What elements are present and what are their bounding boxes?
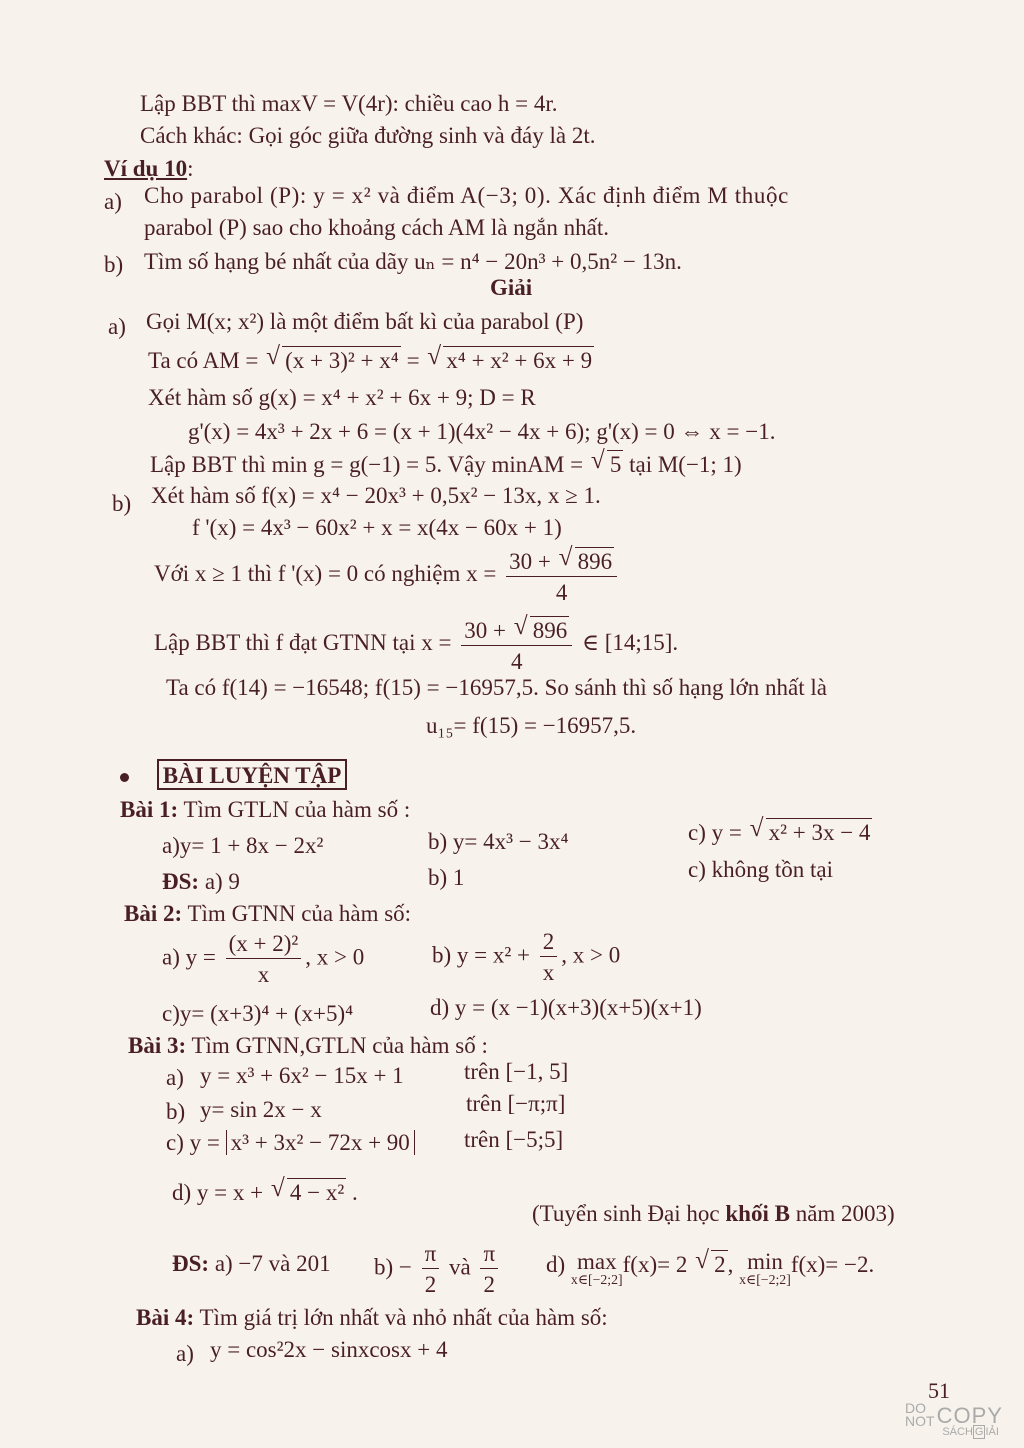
- math-line: d) y = x + √ 4 − x² .: [172, 1178, 358, 1204]
- math-line: b) − $\frac{\pi}{2}$ và $\frac{\pi}{2}$: [374, 1242, 502, 1296]
- text-line: Xét hàm số g(x) = x⁴ + x² + 6x + 9; D = R: [148, 385, 536, 410]
- sqrt-expression: √ x⁴ + x² + 6x + 9: [427, 346, 594, 372]
- practice-heading: BÀI LUYỆN TẬP: [120, 764, 347, 787]
- bullet-icon: [120, 773, 129, 782]
- exercise-title: Bài 1: Tìm GTLN của hàm số :: [120, 797, 411, 822]
- fraction: $\frac{30 + √ 896}{4}$: [506, 547, 617, 604]
- math-line: b) y = x² + $\frac{2}{x}$ , x > 0: [432, 929, 621, 985]
- text-line: c)y= (x+3)⁴ + (x+5)⁴: [162, 1001, 354, 1026]
- answer-line: ĐS: a) 9: [162, 869, 240, 894]
- math-line: Với x ≥ 1 thì f '(x) = 0 có nghiệm x = $\frac{30 + √ 896}{4}$: [154, 547, 621, 604]
- item-label: b): [166, 1099, 186, 1124]
- text-line: b) 1: [428, 865, 465, 890]
- page-number: 51: [928, 1378, 950, 1403]
- text-line: Tìm số hạng bé nhất của dãy uₙ = n⁴ − 20n³ + 0,5n² − 13n.: [144, 249, 682, 274]
- watermark-logo: DO NOT COPY SÁCH G IẢI: [905, 1400, 1003, 1439]
- text-line: trên [−1, 5]: [464, 1059, 569, 1084]
- math-line: d) max x∈[−2;2] f(x)= 2 √ 2, min x∈[−2;2] f(x)= −2.: [546, 1250, 874, 1287]
- sqrt-expression: √ (x + 3)² + x⁴: [266, 346, 401, 372]
- text-line: b) y= 4x³ − 3x⁴: [428, 829, 569, 854]
- text-line: Cho parabol (P): y = x² và điểm A(−3; 0). Xác định điểm M thuộc: [144, 183, 789, 208]
- text-line: Ta có f(14) = −16548; f(15) = −16957,5. So sánh thì số hạng lớn nhất là: [166, 675, 827, 700]
- exercise-title: Bài 4: Tìm giá trị lớn nhất và nhỏ nhất của hàm số:: [136, 1305, 608, 1330]
- fraction: $\frac{30 + √ 896}{4}$: [461, 616, 572, 673]
- math-line: Lập BBT thì min g = g(−1) = 5. Vậy minAM = √ 5 tại M(−1; 1): [150, 450, 742, 476]
- item-label: a): [166, 1065, 184, 1090]
- math-line: a) y = $\frac{\text{(x + 2)²}}{x}$ , x > 0: [162, 931, 365, 987]
- text-line: f '(x) = 4x³ − 60x² + x = x(4x − 60x + 1): [192, 515, 562, 540]
- text-line: Xét hàm số f(x) = x⁴ − 20x³ + 0,5x² − 13x, x ≥ 1.: [151, 483, 601, 508]
- example-heading: Ví dụ 10:: [104, 156, 194, 181]
- text-line: Cách khác: Gọi góc giữa đường sinh và đáy là 2t.: [140, 123, 596, 148]
- text-line: g'(x) = 4x³ + 2x + 6 = (x + 1)(4x² − 4x + 6); g'(x) = 0 ⇔ x = −1.: [188, 419, 776, 444]
- answer-line: ĐS: a) −7 và 201: [172, 1251, 331, 1276]
- math-line: c) y = √ x² + 3x − 4: [688, 818, 872, 844]
- text-line: c) không tồn tại: [688, 857, 833, 882]
- text-line: Gọi M(x; x²) là một điểm bất kì của parabol (P): [146, 309, 584, 334]
- text-line: u₁₅= f(15) = −16957,5.: [426, 713, 637, 738]
- math-line: Ta có AM = √ (x + 3)² + x⁴ = √ x⁴ + x² + 6x + 9: [148, 346, 594, 372]
- text-line: parabol (P) sao cho khoảng cách AM là ngắn nhất.: [144, 215, 609, 240]
- exercise-title: Bài 3: Tìm GTNN,GTLN của hàm số :: [128, 1033, 488, 1058]
- item-label: a): [104, 189, 122, 214]
- text-line: Lập BBT thì maxV = V(4r): chiều cao h = 4r.: [140, 91, 558, 116]
- text-line: d) y = (x −1)(x+3)(x+5)(x+1): [430, 995, 702, 1020]
- text-line: y= sin 2x − x: [200, 1097, 322, 1122]
- item-label: a): [176, 1341, 194, 1366]
- text-line: a)y= 1 + 8x − 2x²: [162, 833, 324, 858]
- item-label: b): [112, 491, 132, 516]
- text-line: y = x³ + 6x² − 15x + 1: [200, 1063, 404, 1088]
- text-line: trên [−π;π]: [466, 1091, 566, 1116]
- source-note: (Tuyển sinh Đại học khối B năm 2003): [532, 1201, 895, 1226]
- item-label: b): [104, 252, 124, 277]
- item-label: a): [108, 314, 126, 339]
- solution-heading: Giải: [490, 275, 533, 300]
- math-line: c) y = x³ + 3x² − 72x + 90: [166, 1130, 415, 1155]
- exercise-title: Bài 2: Tìm GTNN của hàm số:: [124, 901, 412, 926]
- text-line: y = cos²2x − sinxcosx + 4: [210, 1337, 448, 1362]
- math-line: Lập BBT thì f đạt GTNN tại x = $\frac{30 + √ 896}{4}$ ∈ [14;15].: [154, 616, 678, 673]
- text-line: trên [−5;5]: [464, 1127, 564, 1152]
